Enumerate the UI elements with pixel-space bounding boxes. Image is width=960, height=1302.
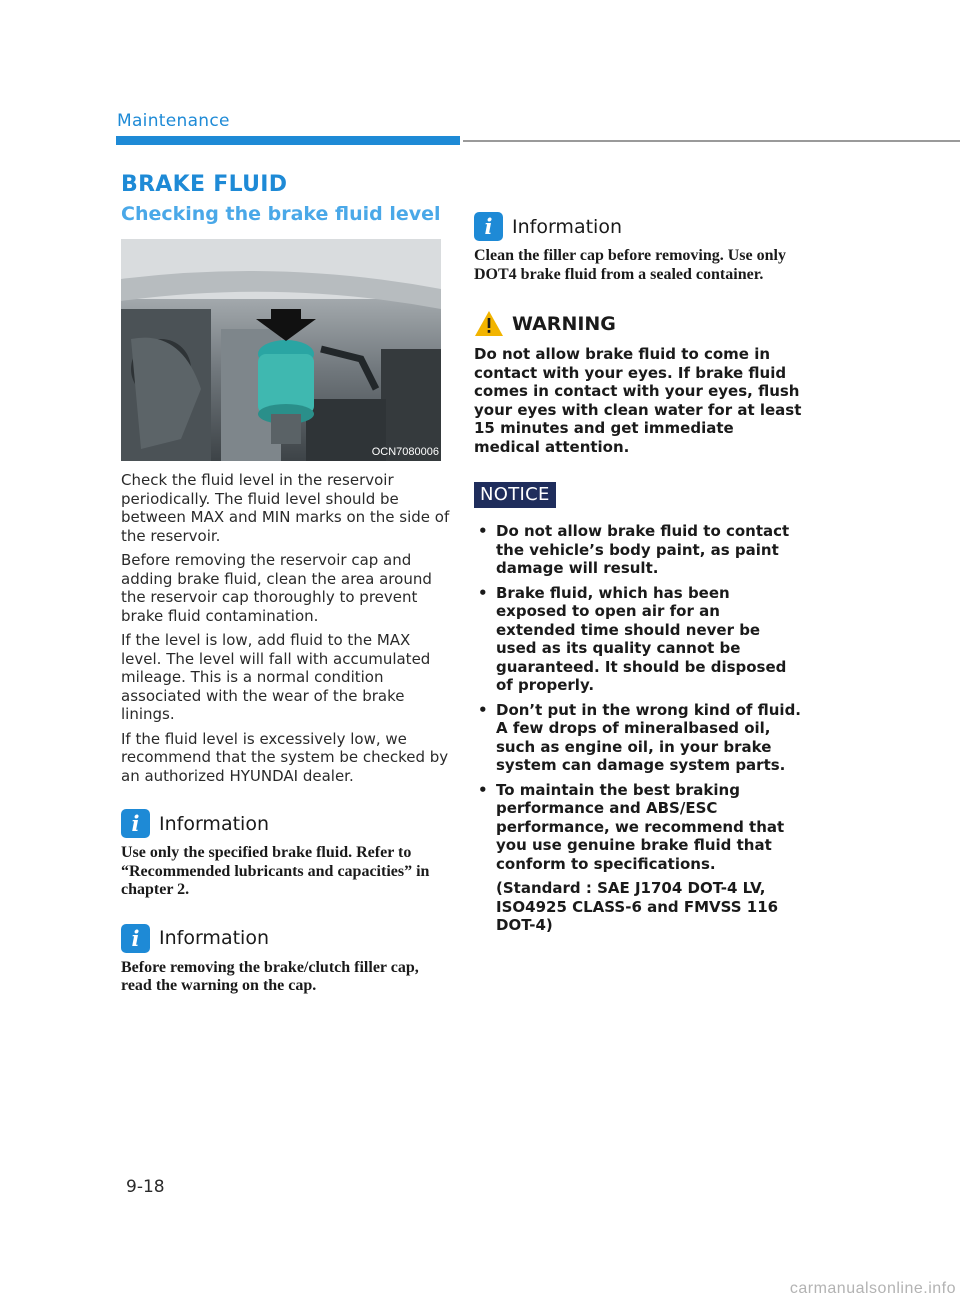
information-title: Information	[159, 927, 269, 949]
information-text: Use only the specified brake fluid. Refer to “Recommended lubricants and capacities” in chapter 2.	[121, 844, 430, 898]
warning-text: Do not allow brake fluid to come in contact with your eyes. If brake fluid comes in contact with your eyes, flush your eyes with clean water for at least 15 minutes and get immediate medical attention.	[474, 345, 802, 456]
warning-header	[474, 310, 804, 337]
paragraph-1: Check the fluid level in the reservoir periodically. The fluid level should be between MAX and MIN marks on the side of the reservoir.	[121, 471, 450, 545]
paragraph-4: If the fluid level is excessively low, we recommend that the system be checked by an authorized HYUNDAI dealer.	[121, 729, 449, 785]
information-text: Clean the filler cap before removing. Use only DOT4 brake fluid from a sealed container.	[474, 247, 786, 283]
information-box-2	[121, 924, 451, 996]
warning-triangle-icon	[474, 310, 504, 337]
bullet-icon: •	[478, 583, 488, 602]
left-column	[121, 172, 451, 996]
information-title: Information	[512, 215, 622, 238]
notice-item: • To maintain the best braking performance and ABS/ESC performance, we recommend that you use genuine brake fluid that conform to specifications. (Standard : SAE J1704 DOT-4 LV, ISO4925 CLASS-6 and FMVSS 116 DOT-4)	[474, 781, 804, 935]
warning-title: WARNING	[512, 312, 616, 335]
information-icon: i	[474, 212, 503, 241]
header-rule-accent	[116, 136, 460, 145]
right-column	[474, 212, 804, 941]
notice-badge: NOTICE	[474, 482, 556, 508]
paragraph-3: If the level is low, add fluid to the MAX level. The level will fall with accumulated mileage. This is a normal condition associated with the wear of the brake linings.	[121, 631, 431, 723]
bullet-icon: •	[478, 700, 488, 719]
chapter-label: Maintenance	[117, 111, 230, 131]
section-title: BRAKE FLUID	[121, 172, 288, 197]
engine-bay-illustration	[121, 239, 441, 461]
information-icon: i	[121, 924, 150, 953]
information-text: Before removing the brake/clutch filler cap, read the warning on the cap.	[121, 958, 419, 994]
information-box-1	[121, 809, 451, 900]
bullet-icon: •	[478, 780, 488, 799]
notice-item: • Brake fluid, which has been exposed to open air for an extended time should never be used as its quality cannot be guaranteed. It should be disposed of properly.	[478, 583, 787, 694]
information-icon: i	[121, 809, 150, 838]
page-number: 9-18	[126, 1177, 165, 1197]
notice-standard: (Standard : SAE J1704 DOT-4 LV, ISO4925 CLASS-6 and FMVSS 116 DOT-4)	[496, 879, 779, 934]
paragraph-2: Before removing the reservoir cap and adding brake fluid, clean the area around the reservoir cap thoroughly to prevent brake fluid contamination.	[121, 551, 432, 625]
brake-reservoir-photo	[121, 239, 441, 461]
notice-item: • Don’t put in the wrong kind of fluid. A few drops of mineralbased oil, such as engine oil, in your brake system can damage system parts.	[478, 700, 802, 774]
bullet-icon: •	[478, 522, 488, 540]
watermark: carmanualsonline.info	[789, 1280, 956, 1297]
figure-caption: OCN7080006	[371, 446, 439, 458]
header-rule	[463, 140, 960, 142]
notice-list	[474, 522, 804, 935]
information-title: Information	[159, 812, 269, 835]
information-box-3	[474, 212, 804, 284]
subsection-title: Checking the brake fluid level	[121, 203, 441, 225]
notice-item: • Do not allow brake fluid to contact the vehicle’s body paint, as paint damage will result.	[478, 522, 790, 577]
